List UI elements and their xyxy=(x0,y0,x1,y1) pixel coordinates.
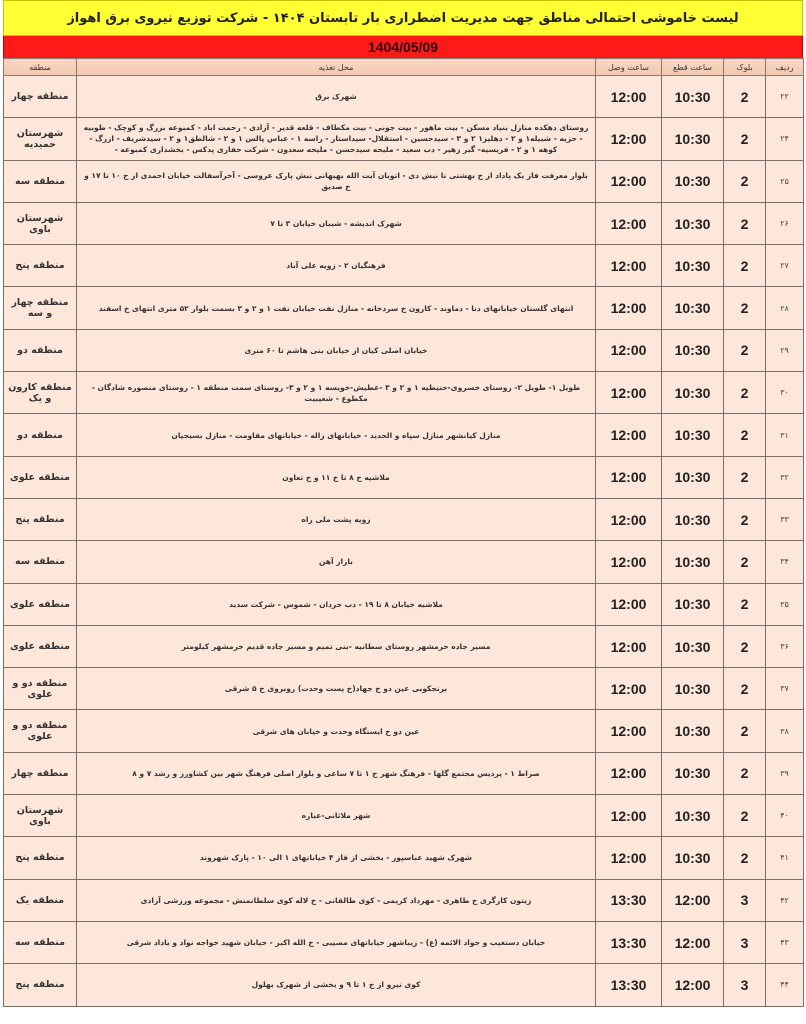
feed-location: طویل ۱- طویل ۲- روستای خسروی-حنیطیه ۱ و ۲ و ۳ -عطیش-خویسه ۱ و ۲ و ۳- روستای سمت منطقه ۱ - روستای منصوره شادگان - مکطوع - شعیبیت xyxy=(77,372,596,414)
row-number: ۴۴ xyxy=(766,964,804,1006)
cut-time: 10:30 xyxy=(662,118,724,160)
connect-time: 12:00 xyxy=(596,710,662,752)
feed-location: کوی نیرو از خ ۱ تا ۹ و بخشی از شهرک بهلول xyxy=(77,964,596,1006)
table-row xyxy=(4,879,804,921)
table-row xyxy=(4,414,804,456)
table-row xyxy=(4,76,804,118)
row-number: ۲۷ xyxy=(766,245,804,287)
block-number: 2 xyxy=(724,541,766,583)
row-number: ۳۱ xyxy=(766,414,804,456)
table-header-row xyxy=(4,59,804,76)
table-row xyxy=(4,583,804,625)
region-name: منطقه سه xyxy=(4,541,77,583)
table-row xyxy=(4,668,804,710)
feed-location: بلوار معرفت فاز یک پاداد از خ بهشتی تا نبش دی - اتوبان آیت الله بهبهانی نبش پارک عروسی - آخرآسفالت خیابان احمدی از خ ۱۰ تا ۱۷ و خ صدیق xyxy=(77,160,596,202)
block-number: 2 xyxy=(724,625,766,667)
connect-time: 12:00 xyxy=(596,287,662,329)
block-number: 2 xyxy=(724,160,766,202)
region-name: شهرستان باوی xyxy=(4,795,77,837)
block-number: 2 xyxy=(724,118,766,160)
row-number: ۳۷ xyxy=(766,668,804,710)
row-number: ۳۳ xyxy=(766,498,804,540)
row-number: ۲۹ xyxy=(766,329,804,371)
feed-location: برنجکوبی عین دو خ جهاد(خ پست وحدت) روبروی خ ۵ شرقی xyxy=(77,668,596,710)
row-number: ۴۳ xyxy=(766,921,804,963)
table-row xyxy=(4,541,804,583)
row-number: ۳۶ xyxy=(766,625,804,667)
block-number: 2 xyxy=(724,837,766,879)
feed-location: فرهنگیان ۲ - زویه علی آباد xyxy=(77,245,596,287)
region-name: منطقه دو و علوی xyxy=(4,668,77,710)
cut-time: 10:30 xyxy=(662,752,724,794)
feed-location: مسیر جاده خرمشهر روستای سطانیه -بنی تمیم و مسیر جاده قدیم خرمشهر کیلومتر xyxy=(77,625,596,667)
row-number: ۳۴ xyxy=(766,541,804,583)
table-row xyxy=(4,245,804,287)
table-row xyxy=(4,752,804,794)
feed-location: ملاشیه خیابان ۸ تا ۱۹ - دب حردان - شموس - شرکت سدید xyxy=(77,583,596,625)
row-number: ۲۲ xyxy=(766,76,804,118)
connect-time: 12:00 xyxy=(596,541,662,583)
table-row xyxy=(4,795,804,837)
row-number: ۲۵ xyxy=(766,160,804,202)
region-name: منطقه دو xyxy=(4,414,77,456)
cut-time: 10:30 xyxy=(662,625,724,667)
row-number: ۲۸ xyxy=(766,287,804,329)
connect-time: 12:00 xyxy=(596,329,662,371)
cut-time: 10:30 xyxy=(662,583,724,625)
connect-time: 12:00 xyxy=(596,668,662,710)
connect-time: 12:00 xyxy=(596,456,662,498)
block-number: 2 xyxy=(724,76,766,118)
feed-location: عین دو خ ایستگاه وحدت و خیابان های شرقی xyxy=(77,710,596,752)
cut-time: 10:30 xyxy=(662,160,724,202)
feed-location: ملاشیه خ ۸ تا خ ۱۱ و خ تعاون xyxy=(77,456,596,498)
row-number: ۳۹ xyxy=(766,752,804,794)
feed-location: شهرک شهید عباسپور - بخشی از فاز ۴ خیابانهای ۱ الی ۱۰ - پارک شهروند xyxy=(77,837,596,879)
connect-time: 12:00 xyxy=(596,625,662,667)
region-name: منطقه علوی xyxy=(4,625,77,667)
block-number: 2 xyxy=(724,202,766,244)
connect-time: 12:00 xyxy=(596,414,662,456)
col-header-connect-time: ساعت وصل xyxy=(596,59,662,76)
feed-location: شهرک برق xyxy=(77,76,596,118)
cut-time: 10:30 xyxy=(662,76,724,118)
block-number: 2 xyxy=(724,583,766,625)
cut-time: 10:30 xyxy=(662,287,724,329)
feed-location: منازل کیانشهر منازل سپاه و الحدید - خیابانهای زاله - خیابانهای مقاومت - منازل بسیجیان xyxy=(77,414,596,456)
feed-location: انتهای گلستان خیابانهای دنا - دماوند - کارون خ سردخانه - منازل نفت خیابان نفت ۱ و ۲ و ۳ بسمت بلوار ۵۲ متری انتهای خ اسفند xyxy=(77,287,596,329)
row-number: ۴۲ xyxy=(766,879,804,921)
table-row xyxy=(4,329,804,371)
feed-location: شهرک اندیشه - شیبان خیابان ۳ تا ۷ xyxy=(77,202,596,244)
row-number: ۴۱ xyxy=(766,837,804,879)
connect-time: 12:00 xyxy=(596,76,662,118)
block-number: 3 xyxy=(724,921,766,963)
table-row xyxy=(4,118,804,160)
cut-time: 10:30 xyxy=(662,329,724,371)
outage-table xyxy=(3,58,804,1007)
row-number: ۴۰ xyxy=(766,795,804,837)
feed-location: خیابان اصلی کیان از خیابان بنی هاشم تا ۶۰ متری xyxy=(77,329,596,371)
connect-time: 12:00 xyxy=(596,583,662,625)
feed-location: زیتون کارگری خ طاهری - مهرداد کریمی - کوی طالقانی - خ لاله کوی سلطانمنش - مجموعه ورزشی آزادی xyxy=(77,879,596,921)
col-header-cut-time: ساعت قطع xyxy=(662,59,724,76)
cut-time: 10:30 xyxy=(662,414,724,456)
cut-time: 10:30 xyxy=(662,456,724,498)
row-number: ۲۴ xyxy=(766,118,804,160)
region-name: منطقه چهار و سه xyxy=(4,287,77,329)
schedule-date: 1404/05/09 xyxy=(3,36,803,58)
region-name: منطقه پنج xyxy=(4,245,77,287)
region-name: منطقه کارون و یک xyxy=(4,372,77,414)
region-name: منطقه پنج xyxy=(4,498,77,540)
block-number: 2 xyxy=(724,245,766,287)
block-number: 3 xyxy=(724,879,766,921)
col-header-block: بلوک xyxy=(724,59,766,76)
feed-location: روستای دهکده منازل بنیاد مسکن - بیت ماهور - بیت جونی - بیت مکطاف - قلعه قدیر - آزادی - رحمت اباد - کمبوعه بزرگ و کوچک - طوبیه - حزیه - شبیله۱ و ۲ - دهلیز۱ ۲ و ۳ - سیدحسین - استقلال- سیداستار - راسه ۱ - عباس پالس ۱ و ۲ - شالطق۱ و ۲ - سیدشریف - ازرگ - کوهه ۱ و ۲ - فریسیه- گبر زهیر - دب سعید - ملیحه سیدحسن - ملیحه سعدون - شرکت حفاری پدکس - بخشداری کمبوعه - xyxy=(77,118,596,160)
connect-time: 12:00 xyxy=(596,498,662,540)
region-name: منطقه دو و علوی xyxy=(4,710,77,752)
connect-time: 12:00 xyxy=(596,160,662,202)
cut-time: 10:30 xyxy=(662,668,724,710)
region-name: منطقه دو xyxy=(4,329,77,371)
feed-location: خیابان دستغیب و جواد الائمه (ع) - زیباشهر خیابانهای مصیبی - خ الله اکبر - خیابان شهید خواجه نواد و یاداد شرقی xyxy=(77,921,596,963)
cut-time: 10:30 xyxy=(662,795,724,837)
row-number: ۳۲ xyxy=(766,456,804,498)
connect-time: 13:30 xyxy=(596,964,662,1006)
block-number: 2 xyxy=(724,498,766,540)
block-number: 3 xyxy=(724,964,766,1006)
block-number: 2 xyxy=(724,414,766,456)
region-name: منطقه چهار xyxy=(4,76,77,118)
region-name: منطقه علوی xyxy=(4,456,77,498)
row-number: ۲۶ xyxy=(766,202,804,244)
block-number: 2 xyxy=(724,287,766,329)
connect-time: 13:30 xyxy=(596,921,662,963)
cut-time: 10:30 xyxy=(662,710,724,752)
feed-location: شهر ملاثانی-عباره xyxy=(77,795,596,837)
cut-time: 10:30 xyxy=(662,245,724,287)
connect-time: 12:00 xyxy=(596,752,662,794)
cut-time: 10:30 xyxy=(662,837,724,879)
row-number: ۳۸ xyxy=(766,710,804,752)
connect-time: 12:00 xyxy=(596,202,662,244)
table-row xyxy=(4,160,804,202)
block-number: 2 xyxy=(724,372,766,414)
connect-time: 12:00 xyxy=(596,372,662,414)
block-number: 2 xyxy=(724,456,766,498)
feed-location: صراط ۱ - پردیس مجتمع گلها - فرهنگ شهر خ ۱ تا ۷ ساعی و بلوار اصلی فرهنگ شهر بین کشاورز و رشد ۷ و ۸ xyxy=(77,752,596,794)
block-number: 2 xyxy=(724,795,766,837)
cut-time: 12:00 xyxy=(662,921,724,963)
block-number: 2 xyxy=(724,329,766,371)
region-name: منطقه سه xyxy=(4,160,77,202)
block-number: 2 xyxy=(724,752,766,794)
region-name: منطقه چهار xyxy=(4,752,77,794)
col-header-row-no: ردیف xyxy=(766,59,804,76)
row-number: ۳۵ xyxy=(766,583,804,625)
cut-time: 12:00 xyxy=(662,879,724,921)
connect-time: 12:00 xyxy=(596,118,662,160)
connect-time: 13:30 xyxy=(596,879,662,921)
table-row xyxy=(4,964,804,1006)
table-row xyxy=(4,921,804,963)
table-row xyxy=(4,837,804,879)
region-name: منطقه پنج xyxy=(4,837,77,879)
feed-location: زویه پشت ملی راه xyxy=(77,498,596,540)
table-row xyxy=(4,498,804,540)
cut-time: 10:30 xyxy=(662,202,724,244)
table-row xyxy=(4,456,804,498)
region-name: منطقه علوی xyxy=(4,583,77,625)
connect-time: 12:00 xyxy=(596,795,662,837)
connect-time: 12:00 xyxy=(596,245,662,287)
table-row xyxy=(4,287,804,329)
cut-time: 10:30 xyxy=(662,541,724,583)
region-name: شهرستان باوی xyxy=(4,202,77,244)
col-header-location: محل تغذیه xyxy=(77,59,596,76)
region-name: منطقه سه xyxy=(4,921,77,963)
table-row xyxy=(4,625,804,667)
region-name: منطقه یک xyxy=(4,879,77,921)
outage-schedule-page xyxy=(3,0,803,1007)
table-row xyxy=(4,710,804,752)
region-name: منطقه پنج xyxy=(4,964,77,1006)
feed-location: بازار آهن xyxy=(77,541,596,583)
table-row xyxy=(4,372,804,414)
block-number: 2 xyxy=(724,668,766,710)
col-header-region: منطقه xyxy=(4,59,77,76)
row-number: ۳۰ xyxy=(766,372,804,414)
region-name: شهرستان حمیدیه xyxy=(4,118,77,160)
table-row xyxy=(4,202,804,244)
cut-time: 10:30 xyxy=(662,372,724,414)
block-number: 2 xyxy=(724,710,766,752)
connect-time: 12:00 xyxy=(596,837,662,879)
cut-time: 10:30 xyxy=(662,498,724,540)
page-title: لیست خاموشی احتمالی مناطق جهت مدیریت اضطراری بار تابستان ۱۴۰۴ - شرکت توزیع نیروی برق اهواز xyxy=(3,0,803,36)
cut-time: 12:00 xyxy=(662,964,724,1006)
